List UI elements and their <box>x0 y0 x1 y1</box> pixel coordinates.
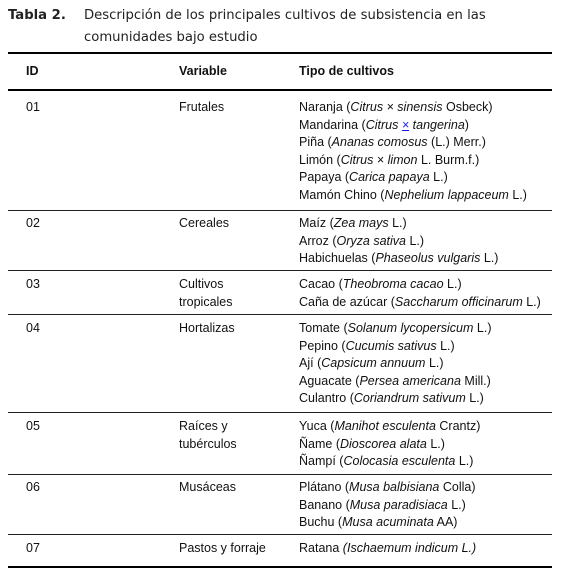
row-variable: Raíces y tubérculos <box>179 419 237 451</box>
crop-item: Piña (Ananas comosus (L.) Merr.) <box>299 135 486 150</box>
crop-item: Mamón Chino (Nephelium lappaceum L.) <box>299 187 527 202</box>
crop-item: Plátano (Musa balbisiana Colla) <box>299 480 476 494</box>
crop-item: Naranja (Citrus × sinensis Osbeck) <box>299 100 493 114</box>
caption-label: Tabla 2. <box>8 8 66 23</box>
row-variable: Cultivos tropicales <box>179 277 233 309</box>
crop-list <box>299 540 476 558</box>
crop-item: Habichuelas (Phaseolus vulgaris L.) <box>299 251 499 266</box>
crop-item: Pepino (Cucumis sativus L.) <box>299 338 455 353</box>
row-id: 07 <box>26 541 40 555</box>
crop-list <box>299 418 480 471</box>
crop-item: Ñame (Dioscorea alata L.) <box>299 436 445 451</box>
crop-item: Maíz (Zea mays L.) <box>299 216 407 230</box>
crop-item: Yuca (Manihot esculenta Crantz) <box>299 419 481 433</box>
row-id: 02 <box>26 216 40 230</box>
header-variable: Variable <box>179 64 227 78</box>
crop-item: Ratana (Ischaemum indicum L.) <box>299 541 477 555</box>
crop-list <box>299 320 491 408</box>
crop-item: Ñampí (Colocasia esculenta L.) <box>299 454 474 469</box>
row-id: 01 <box>26 100 40 114</box>
row-separator <box>8 412 552 413</box>
row-separator <box>8 474 552 475</box>
crop-list <box>299 99 527 205</box>
crop-item: Mandarina (Citrus × tangerina) <box>299 117 469 132</box>
row-separator <box>8 314 552 315</box>
row-variable: Frutales <box>179 100 225 114</box>
row-variable: Musáceas <box>179 480 236 494</box>
row-id: 03 <box>26 277 40 291</box>
hybrid-symbol-link[interactable]: × <box>401 117 410 132</box>
crop-item: Culantro (Coriandrum sativum L.) <box>299 391 484 406</box>
crop-item: Ají (Capsicum annuum L.) <box>299 356 444 371</box>
crop-item: Papaya (Carica papaya L.) <box>299 170 448 185</box>
table-bottom-rule <box>8 566 552 568</box>
crop-item: Cacao (Theobroma cacao L.) <box>299 277 462 291</box>
row-id: 04 <box>26 321 40 335</box>
row-separator <box>8 534 552 535</box>
row-variable: Hortalizas <box>179 321 235 335</box>
table-caption <box>8 5 548 49</box>
crop-list <box>299 215 498 268</box>
row-variable: Cereales <box>179 216 230 230</box>
crop-item: Banano (Musa paradisiaca L.) <box>299 497 466 512</box>
row-separator <box>8 270 552 271</box>
header-bottom-rule <box>8 89 552 91</box>
crop-item: Aguacate (Persea americana Mill.) <box>299 373 491 388</box>
crop-item: Buchu (Musa acuminata AA) <box>299 515 458 530</box>
caption-title-line1: Descripción de los principales cultivos de subsistencia en las <box>84 8 486 23</box>
crop-item: Caña de azúcar (Saccharum officinarum L.) <box>299 294 541 309</box>
crop-list <box>299 479 476 532</box>
row-id: 06 <box>26 480 40 494</box>
header-id: ID <box>26 64 39 78</box>
table-top-rule <box>8 52 552 54</box>
crop-item: Tomate (Solanum lycopersicum L.) <box>299 321 492 335</box>
crop-item: Arroz (Oryza sativa L.) <box>299 233 425 248</box>
row-variable: Pastos y forraje <box>179 541 266 555</box>
row-id: 05 <box>26 419 40 433</box>
row-separator <box>8 210 552 211</box>
crop-list <box>299 276 541 311</box>
crop-item: Limón (Citrus × limon L. Burm.f.) <box>299 152 480 167</box>
header-crops: Tipo de cultivos <box>299 64 394 78</box>
caption-title-line2: comunidades bajo estudio <box>84 30 258 45</box>
